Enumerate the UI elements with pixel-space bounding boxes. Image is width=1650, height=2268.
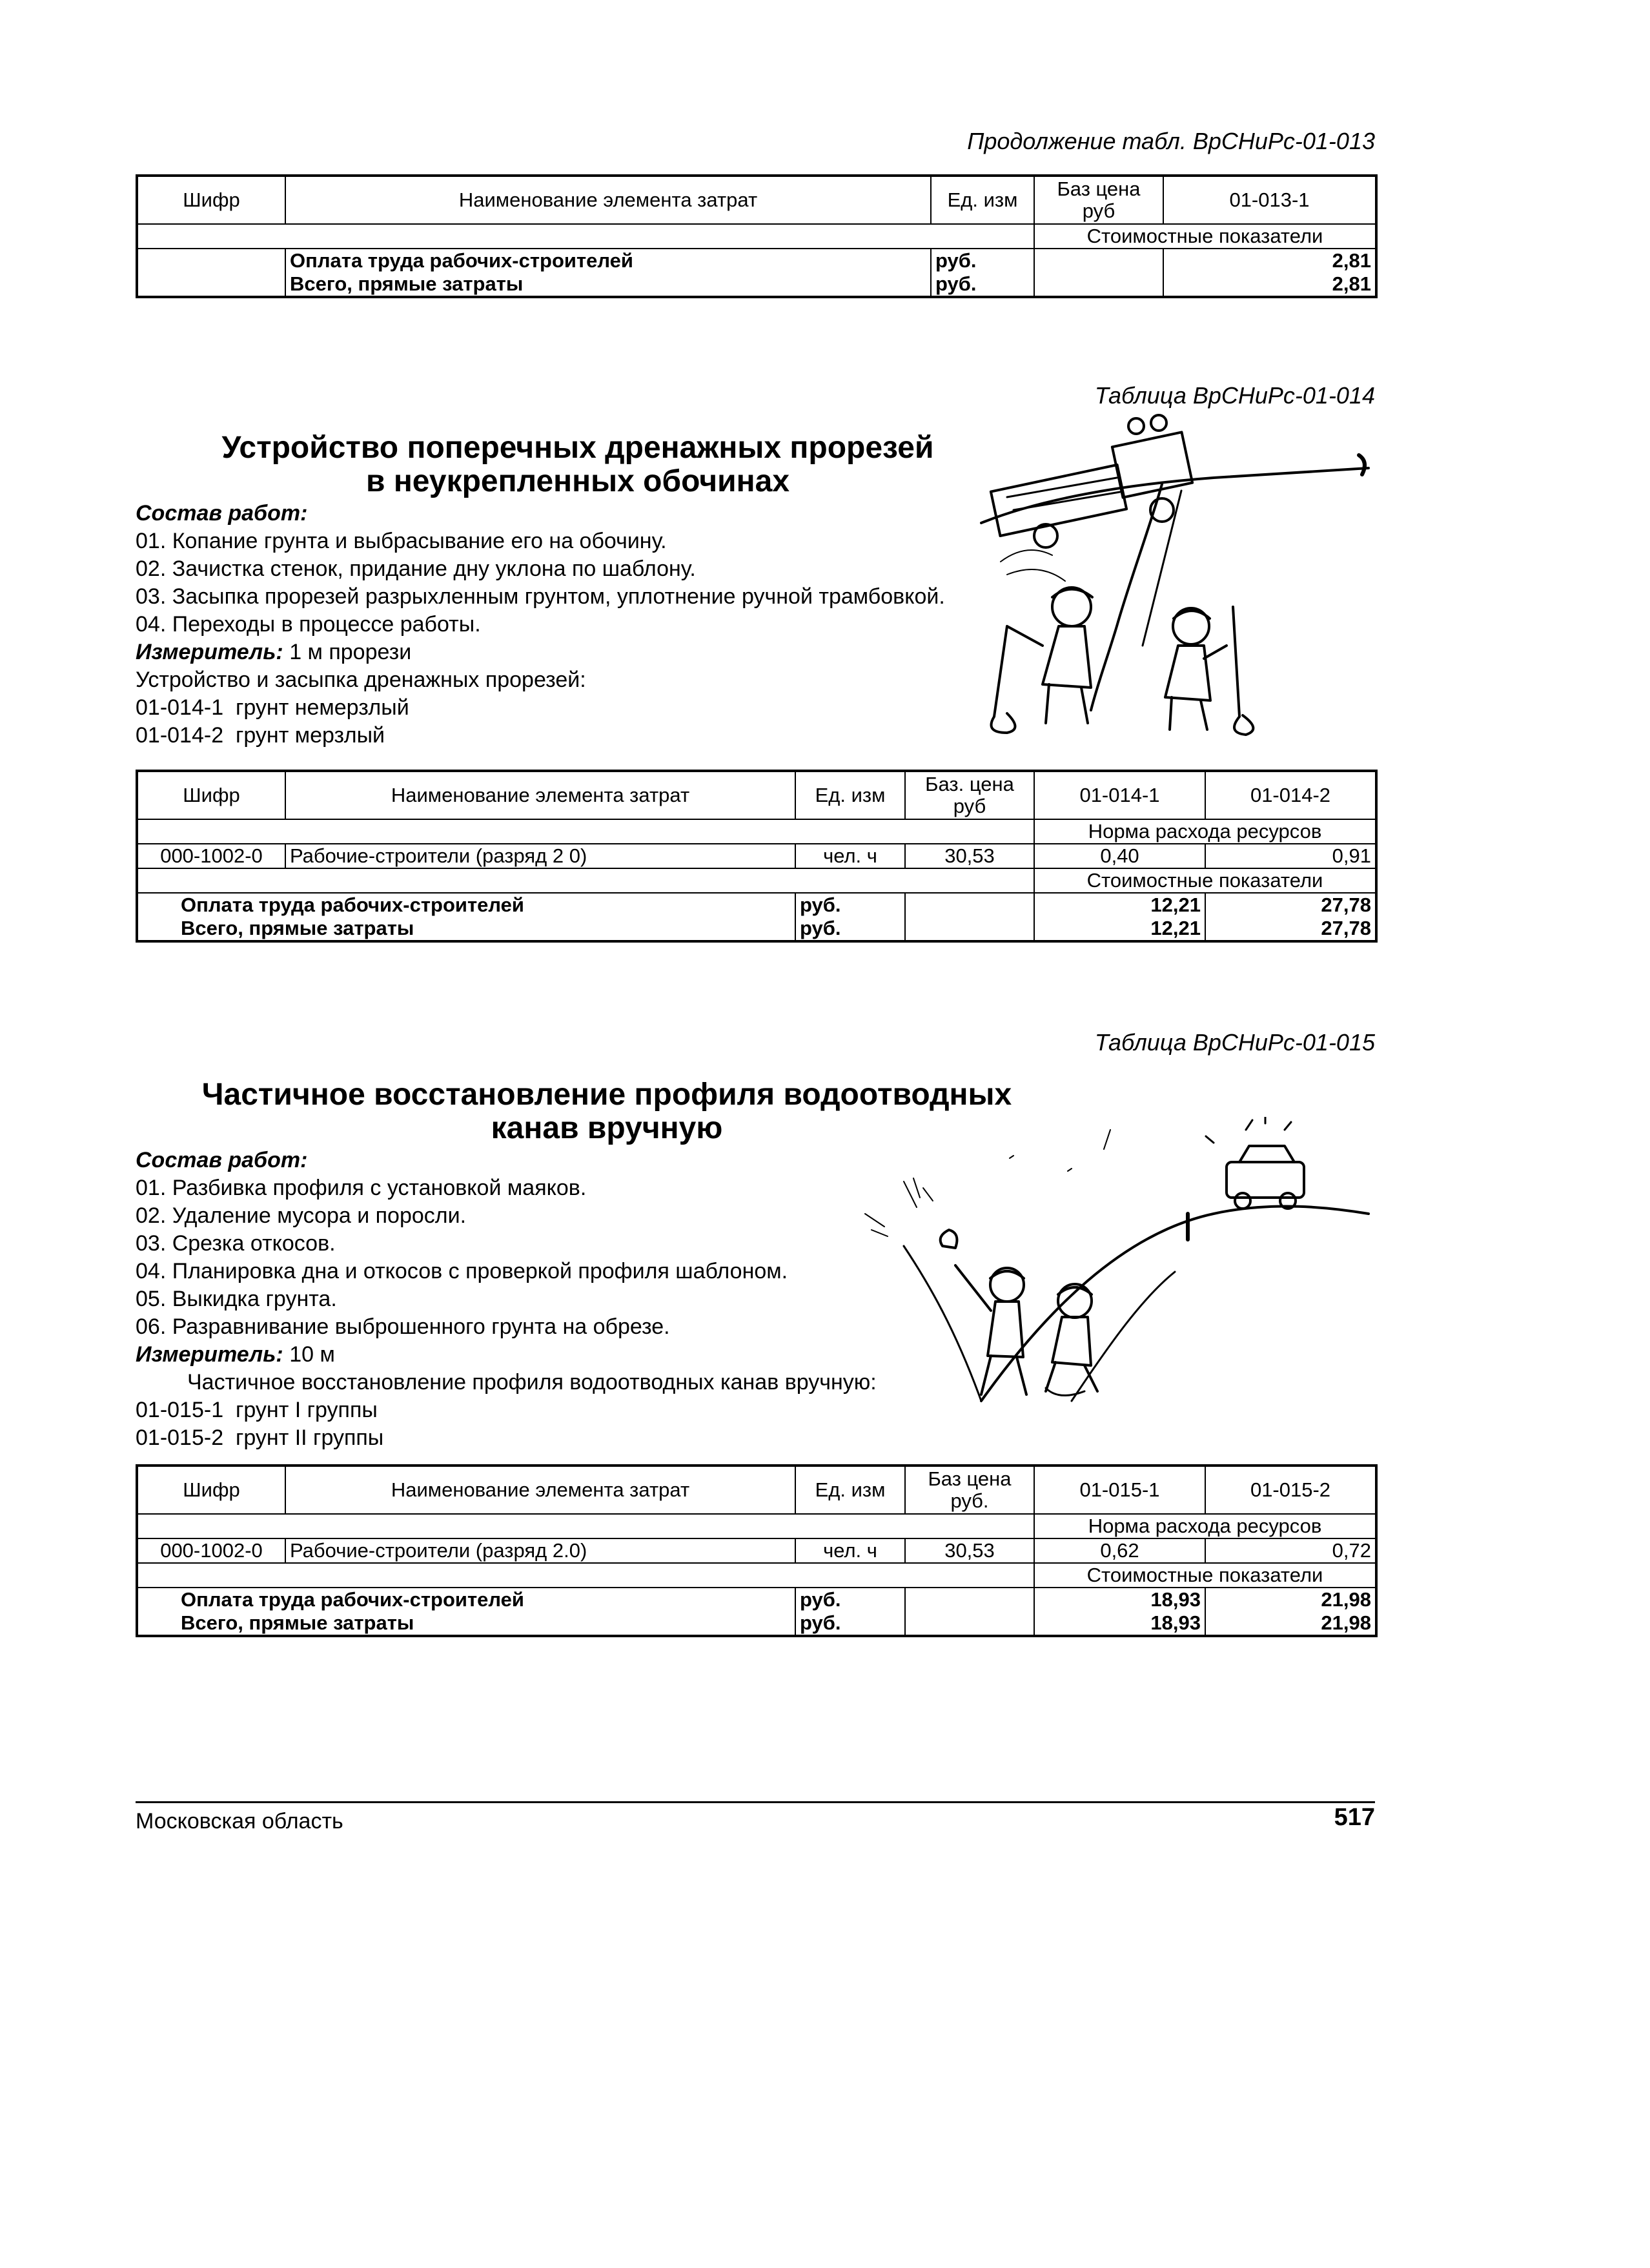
row-unit: руб. [931, 249, 1034, 272]
t014-title-line2: в неукрепленных обочинах [365, 464, 790, 498]
meter-label: Измеритель: [136, 640, 283, 664]
variant: 01-015-1 грунт I группы [136, 1398, 378, 1422]
section-resources: Норма расхода ресурсов [1034, 819, 1376, 844]
t015-caption: Таблица ВрСНиРс-01-015 [1094, 1029, 1375, 1056]
header-price: Баз цена руб. [905, 1466, 1034, 1514]
resource-v2: 0,72 [1205, 1538, 1376, 1563]
resource-v2: 0,91 [1205, 844, 1376, 868]
header-unit: Ед. изм [795, 1466, 905, 1514]
section-cost: Стоимостные показатели [1034, 224, 1376, 249]
row-v1: 18,93 [1034, 1588, 1205, 1611]
work-item: 03. Засыпка прорезей разрыхленным грунтом, уплотнение ручной трамбовкой. [136, 584, 945, 609]
meter-label: Измеритель: [136, 1342, 283, 1367]
variant: 01-014-1 грунт немерзлый [136, 695, 409, 720]
header-code: Шифр [137, 1466, 285, 1514]
row-unit: руб. [795, 893, 905, 917]
row-value: 2,81 [1163, 249, 1376, 272]
header-code: Шифр [137, 771, 285, 819]
row-name: Оплата труда рабочих-строителей [137, 1588, 795, 1611]
resource-name: Рабочие-строители (разряд 2 0) [285, 844, 795, 868]
ditch-workers-illustration [852, 1117, 1381, 1420]
row-v1: 12,21 [1034, 893, 1205, 917]
row-name: Оплата труда рабочих-строителей [285, 249, 931, 272]
row-unit: руб. [931, 272, 1034, 297]
work-item: 01. Разбивка профиля с установкой маяков. [136, 1176, 587, 1200]
section-cost: Стоимостные показатели [1034, 868, 1376, 893]
t014-title [136, 431, 1020, 498]
t015-title-line1: Частичное восстановление профиля водоотводных [201, 1078, 1012, 1112]
works-label: Состав работ: [136, 1148, 308, 1172]
section-spacer [137, 1563, 1034, 1588]
variant: 01-014-2 грунт мерзлый [136, 723, 385, 748]
work-item: 03. Срезка откосов. [136, 1231, 336, 1256]
header-price: Баз. цена руб [905, 771, 1034, 819]
row-name: Оплата труда рабочих-строителей [137, 893, 795, 917]
header-unit: Ед. изм [931, 176, 1034, 224]
row-name: Всего, прямые затраты [137, 917, 795, 941]
header-code: Шифр [137, 176, 285, 224]
resource-v1: 0,62 [1034, 1538, 1205, 1563]
header-variant-1: 01-013-1 [1163, 176, 1376, 224]
section-resources: Норма расхода ресурсов [1034, 1514, 1376, 1538]
resource-code: 000-1002-0 [137, 1538, 285, 1563]
header-name: Наименование элемента затрат [285, 176, 931, 224]
row-unit: руб. [795, 1611, 905, 1636]
t014-title-line1: Устройство поперечных дренажных прорезей [221, 431, 934, 465]
header-variant-1: 01-015-1 [1034, 1466, 1205, 1514]
resource-name: Рабочие-строители (разряд 2.0) [285, 1538, 795, 1563]
work-item: 01. Копание грунта и выбрасывание его на обочину. [136, 529, 667, 553]
row-v2: 21,98 [1205, 1611, 1376, 1636]
table-01-014 [136, 770, 1378, 943]
header-unit: Ед. изм [795, 771, 905, 819]
workers-digging-illustration [968, 413, 1394, 749]
table-01-015 [136, 1464, 1378, 1637]
section-spacer [137, 868, 1034, 893]
variant: 01-015-2 грунт II группы [136, 1425, 384, 1450]
work-item: 04. Переходы в процессе работы. [136, 612, 481, 637]
intro: Устройство и засыпка дренажных прорезей: [136, 668, 586, 692]
resource-price: 30,53 [905, 844, 1034, 868]
header-variant-2: 01-015-2 [1205, 1466, 1376, 1514]
table-01-013 [136, 174, 1378, 298]
resource-unit: чел. ч [795, 1538, 905, 1563]
row-unit: руб. [795, 1588, 905, 1611]
header-name: Наименование элемента затрат [285, 1466, 795, 1514]
meter-value: 1 м прорези [289, 640, 412, 664]
header-variant-1: 01-014-1 [1034, 771, 1205, 819]
work-item: 05. Выкидка грунта. [136, 1287, 337, 1311]
meter-value: 10 м [289, 1342, 335, 1367]
work-item: 06. Разравнивание выброшенного грунта на обрезе. [136, 1314, 670, 1339]
row-v2: 27,78 [1205, 893, 1376, 917]
section-spacer [137, 819, 1034, 844]
t015-title-line2: канав вручную [491, 1111, 723, 1145]
row-v1: 18,93 [1034, 1611, 1205, 1636]
header-name: Наименование элемента затрат [285, 771, 795, 819]
page-number: 517 [1334, 1804, 1375, 1831]
header-variant-2: 01-014-2 [1205, 771, 1376, 819]
work-item: 02. Удаление мусора и поросли. [136, 1203, 467, 1228]
row-v2: 21,98 [1205, 1588, 1376, 1611]
footer-region: Московская область [136, 1809, 343, 1834]
t014-description [136, 500, 1104, 750]
section-cost: Стоимостные показатели [1034, 1563, 1376, 1588]
row-value: 2,81 [1163, 272, 1376, 297]
row-v2: 27,78 [1205, 917, 1376, 941]
footer-rule [136, 1801, 1375, 1803]
resource-code: 000-1002-0 [137, 844, 285, 868]
resource-v1: 0,40 [1034, 844, 1205, 868]
t014-caption: Таблица ВрСНиРс-01-014 [1094, 382, 1375, 409]
t013-caption: Продолжение табл. ВрСНиРс-01-013 [967, 128, 1375, 154]
row-name: Всего, прямые затраты [137, 1611, 795, 1636]
meter [136, 639, 1104, 666]
resource-unit: чел. ч [795, 844, 905, 868]
intro: Частичное восстановление профиля водоотводных канав вручную: [187, 1370, 877, 1395]
works-label: Состав работ: [136, 501, 308, 526]
work-item: 04. Планировка дна и откосов с проверкой профиля шаблоном. [136, 1259, 788, 1283]
work-item: 02. Зачистка стенок, придание дну уклона по шаблону. [136, 557, 696, 581]
section-spacer [137, 224, 1034, 249]
resource-price: 30,53 [905, 1538, 1034, 1563]
row-unit: руб. [795, 917, 905, 941]
section-spacer [137, 1514, 1034, 1538]
header-price: Баз цена руб [1034, 176, 1163, 224]
row-v1: 12,21 [1034, 917, 1205, 941]
row-name: Всего, прямые затраты [285, 272, 931, 297]
